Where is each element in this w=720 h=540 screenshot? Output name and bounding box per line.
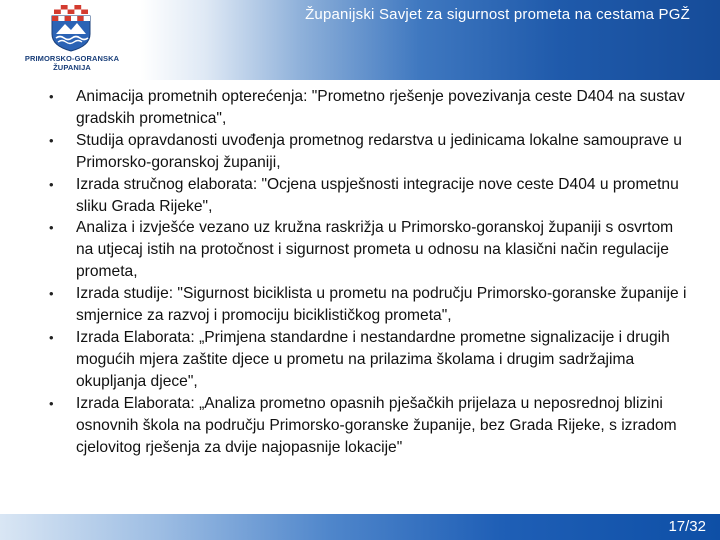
list-item-text: Izrada Elaborata: „Primjena standardne i nestandardne prometne signalizacije i drugih mogućih mjera zaštite djece u prometu na prilazima školama i drugim sadržajima okupljanja djece", [76,328,670,390]
coat-of-arms-icon [48,4,94,52]
logo-line2: ŽUPANIJA [53,63,91,72]
list-item [0,393,720,459]
slide-header [0,0,720,80]
list-item-text: Studija opravdanosti uvođenja prometnog redarstva u jedinicama lokalne samouprave u Primorsko-goranskoj županiji, [76,131,682,171]
list-item-text: Izrada stručnog elaborata: "Ocjena uspješnosti integracije nove ceste D404 u prometnu sliku Grada Rijeke", [76,175,679,215]
bullet-icon: • [49,89,54,104]
bullet-icon: • [49,176,54,192]
slide-footer [0,514,720,540]
county-logo [10,4,134,78]
bullet-icon: • [49,395,54,411]
list-item-text: Animacija prometnih opterećenja: "Prometno rješenje povezivanja ceste D404 na sustav gradskih prometnica", [76,88,685,127]
slide-content [0,86,720,458]
page-title: Županijski Savjet za sigurnost prometa na cestama PGŽ [305,6,690,23]
list-item [0,283,720,327]
logo-line1: PRIMORSKO-GORANSKA [24,54,120,63]
list-item-text: Izrada Elaborata: „Analiza prometno opasnih pješačkih prijelaza u neposrednoj blizini osnovnih škola na području Primorsko-goranske županije, bez Grada Rijeke, s izradom cjelovitog rješenja za dvije najopasnije lokacije" [76,394,677,456]
bullet-list [0,86,720,458]
list-item [0,327,720,393]
bullet-icon: • [49,329,54,345]
list-item [0,217,720,283]
list-item [0,86,720,130]
bullet-icon: • [49,286,54,302]
list-item-text: Izrada studije: "Sigurnost biciklista u prometu na području Primorsko-goranske županije i smjernice za razvoj i promociju biciklističkog prometa", [76,285,687,325]
bullet-icon: • [49,132,54,148]
list-item [0,174,720,218]
list-item [0,130,720,174]
logo-caption [10,54,134,72]
list-item-text: Analiza i izvješće vezano uz kružna raskrižja u Primorsko-goranskoj županiji s osvrtom na utjecaj istih na protočnost i sigurnost prometa u odnosu na klasični način regulacije prometa, [76,219,674,281]
page-number: 17/32 [668,518,706,535]
bullet-icon: • [49,220,54,236]
